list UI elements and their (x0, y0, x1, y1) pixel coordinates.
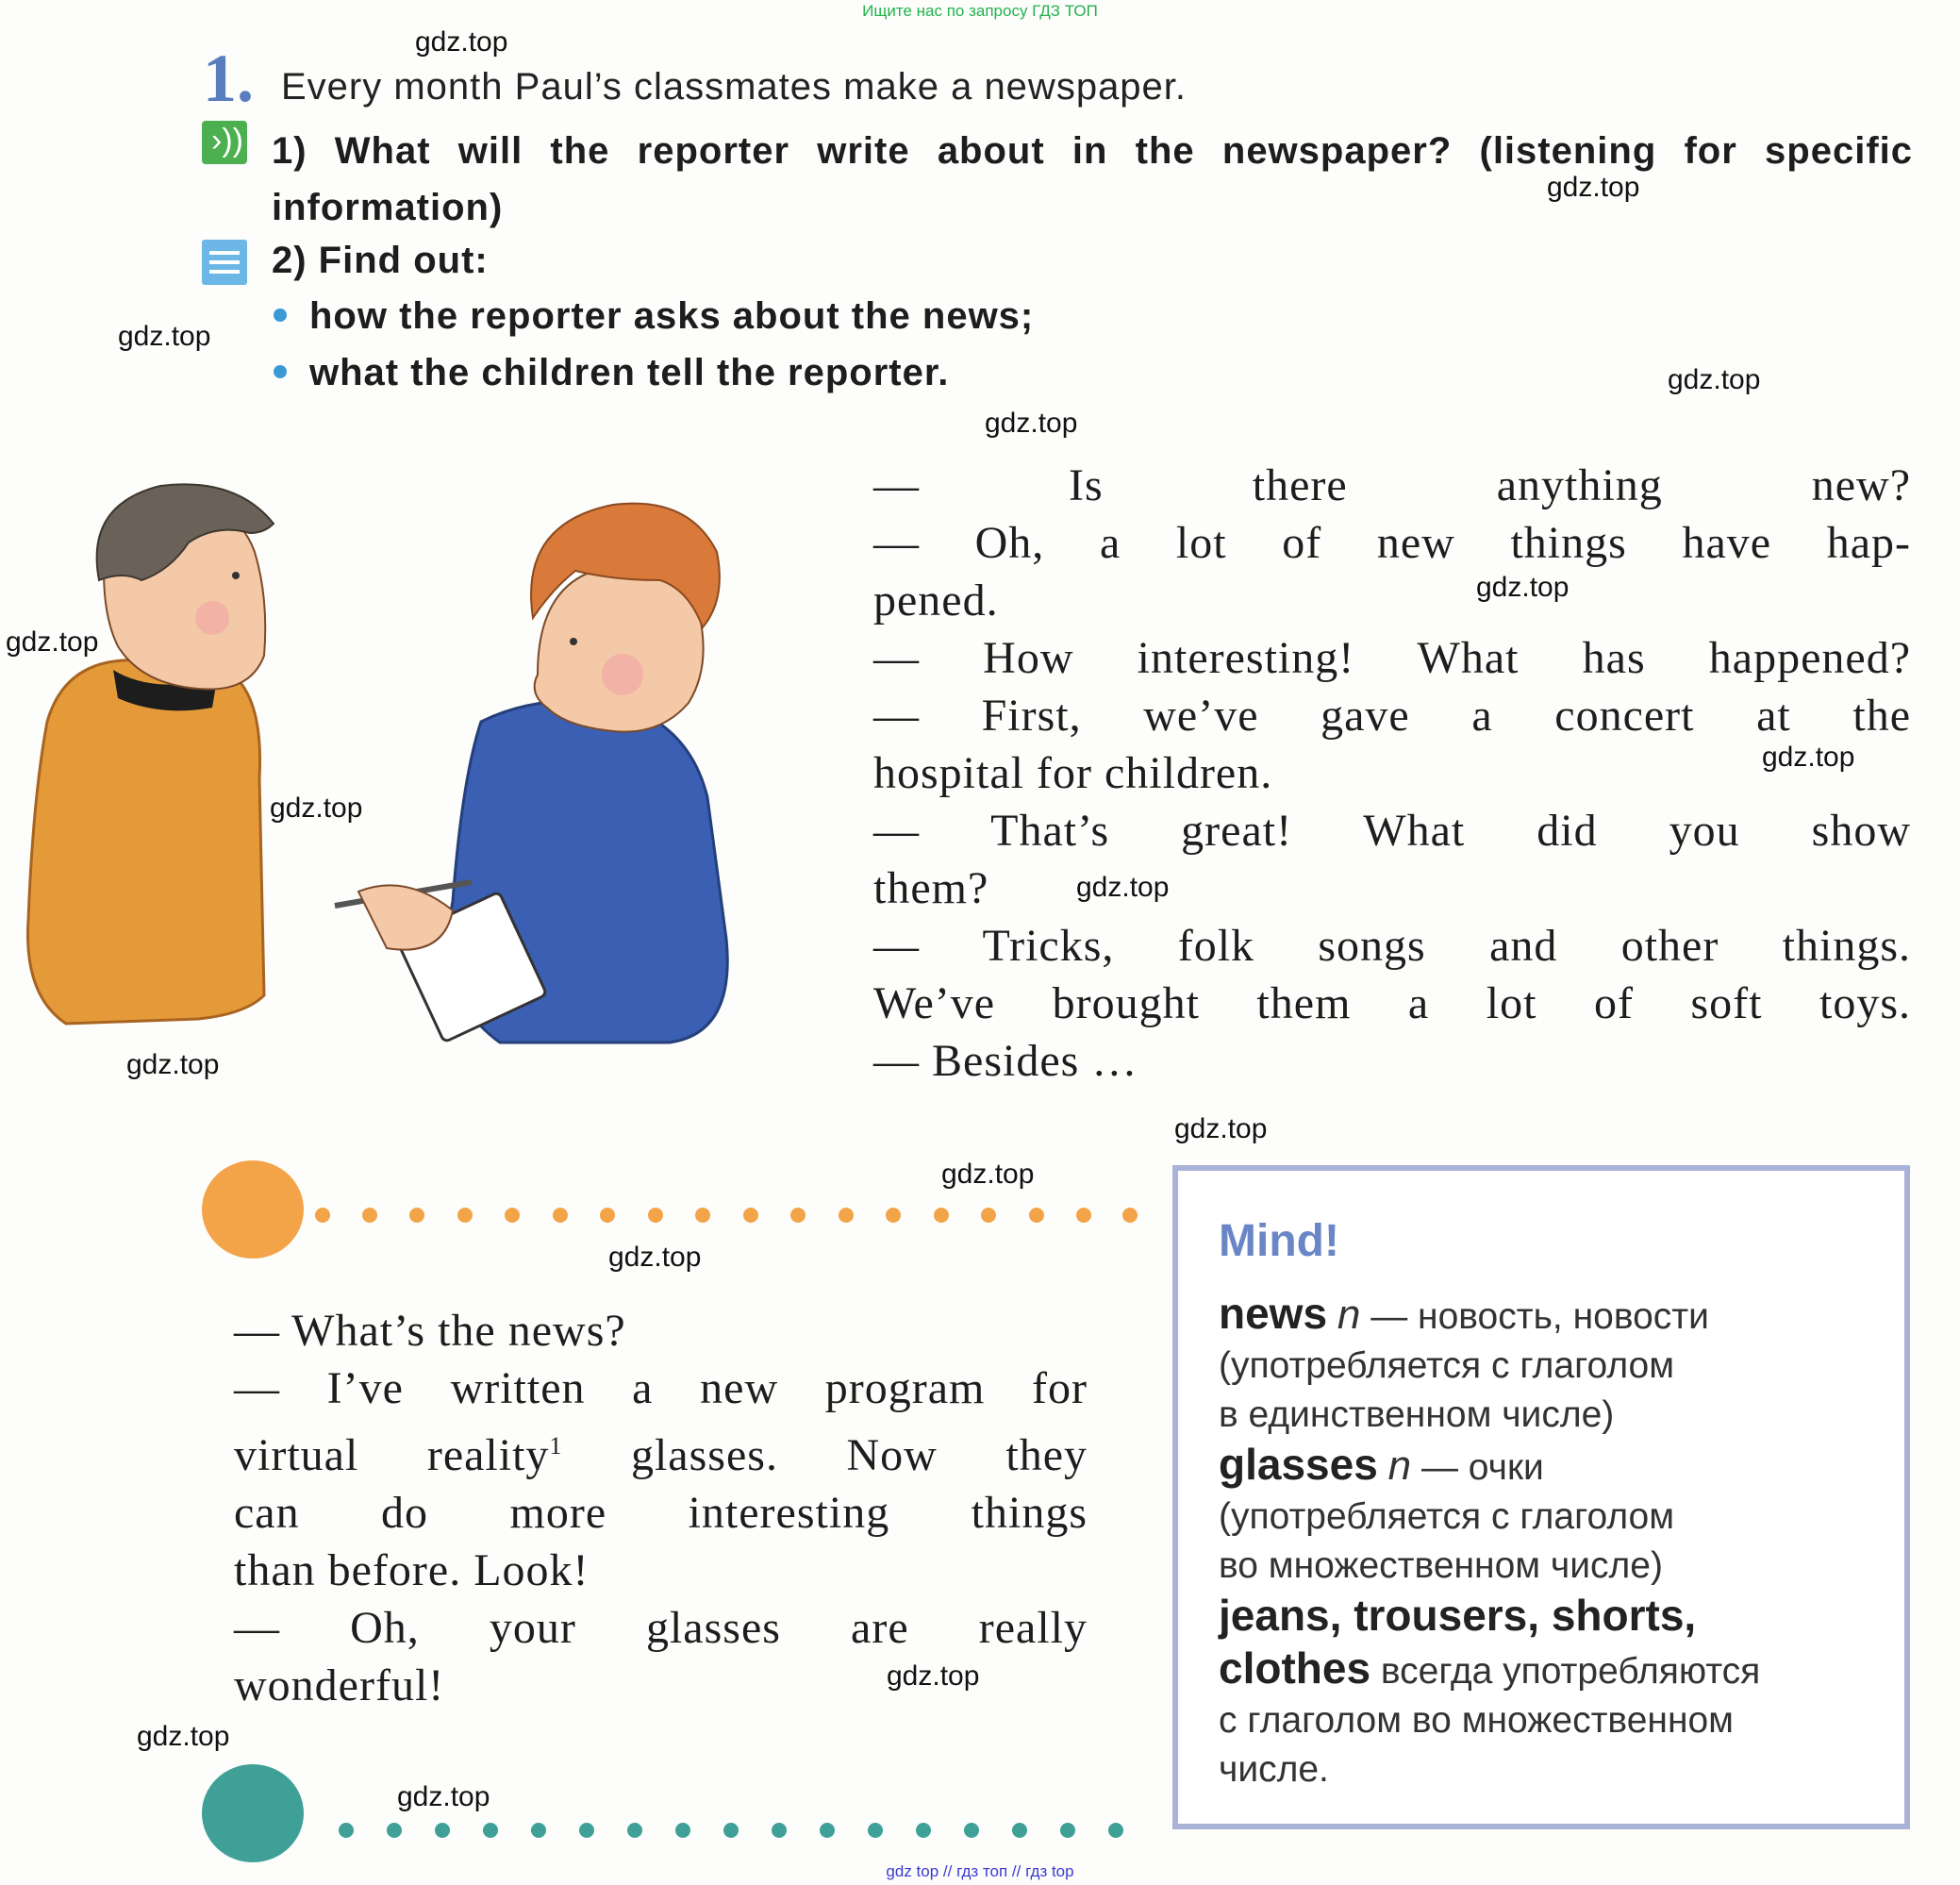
watermark: gdz.top (415, 26, 508, 58)
watermark: gdz.top (270, 792, 363, 824)
dialog-glasses (234, 1302, 1088, 1714)
dialog-line: — How interesting! What has happened? (873, 633, 1911, 683)
dialog-line: virtual reality$^1$ glasses. Now they (234, 1430, 1088, 1480)
dialog-line: wonderful! (234, 1660, 445, 1710)
watermark: gdz.top (887, 1660, 980, 1692)
dialog-line: — First, we’ve gave a concert at the (873, 691, 1911, 741)
watermark: gdz.top (1174, 1113, 1268, 1144)
mind-text: news n — новость, новости (употребляется с глаголом в единственном числе) glasses n — очки (употребляется с глаголом во множественном числе) jeans, trousers, shorts, clothes всегда употребляются с глаголом во множественном числе. (1219, 1289, 1761, 1790)
question-2: 2) Find out: (272, 240, 489, 281)
dialog-line: — Besides … (873, 1036, 1138, 1086)
watermark: gdz.top (608, 1242, 702, 1273)
watermark: gdz.top (118, 321, 211, 352)
dialog-line: can do more interesting things (234, 1488, 1088, 1538)
dialog-line: hospital for children. (873, 748, 1273, 798)
orange-circle-marker (202, 1160, 304, 1259)
bullet-dot (274, 365, 287, 378)
mind-title: Mind! (1219, 1216, 1339, 1266)
illustration-boys (9, 467, 792, 1052)
dialog-line: — Oh, a lot of new things have hap- (873, 518, 1911, 568)
dialog-line: them? (873, 863, 989, 913)
boy-right-figure (335, 504, 727, 1043)
watermark: gdz.top (1476, 572, 1570, 603)
reading-icon (202, 240, 247, 285)
dialog-line: — What’s the news? (234, 1306, 626, 1356)
dialog-line: — I’ve written a new program for (234, 1363, 1088, 1413)
bullet-dot (274, 309, 287, 322)
watermark: gdz.top (1668, 364, 1761, 395)
watermark: gdz.top (1762, 742, 1855, 773)
watermark: gdz.top (397, 1781, 490, 1812)
teal-circle-marker (202, 1764, 304, 1862)
watermark: gdz.top (137, 1721, 230, 1752)
orange-dotted-line (311, 1206, 1141, 1225)
dialog-line: — Tricks, folk songs and other things. (873, 921, 1911, 971)
watermark: gdz.top (941, 1159, 1035, 1190)
dialog-line: than before. Look! (234, 1545, 590, 1595)
watermark: gdz.top (126, 1049, 220, 1080)
watermark: gdz.top (6, 626, 99, 658)
top-banner: Ищите нас по запросу ГДЗ ТОП (862, 2, 1098, 20)
task-number: 1. (203, 41, 254, 116)
watermark: gdz.top (985, 408, 1078, 439)
boy-left-figure (28, 484, 274, 1024)
dialog-line: We’ve brought them a lot of soft toys. (873, 978, 1911, 1028)
dialog-line: — Oh, your glasses are really (234, 1603, 1088, 1653)
watermark: gdz.top (1076, 872, 1170, 903)
watermark: gdz.top (1547, 172, 1640, 203)
listening-icon: ›)) (202, 121, 247, 164)
bullet-item: what the children tell the reporter. (309, 352, 950, 393)
bottom-banner: gdz top // гдз топ // гдз top (886, 1862, 1074, 1880)
question-1: 1) What will the reporter write about in the newspaper? (listening for specific information) (272, 130, 1913, 228)
dialog-line: — That’s great! What did you show (873, 806, 1911, 856)
task-intro: Every month Paul’s classmates make a newspaper. (281, 66, 1188, 108)
teal-dotted-line (335, 1821, 1146, 1840)
dialog-line: pened. (873, 576, 999, 626)
dialog-reporter (873, 457, 1911, 1090)
bullet-item: how the reporter asks about the news; (309, 295, 1035, 337)
dialog-line: — Is there anything new? (873, 460, 1911, 510)
